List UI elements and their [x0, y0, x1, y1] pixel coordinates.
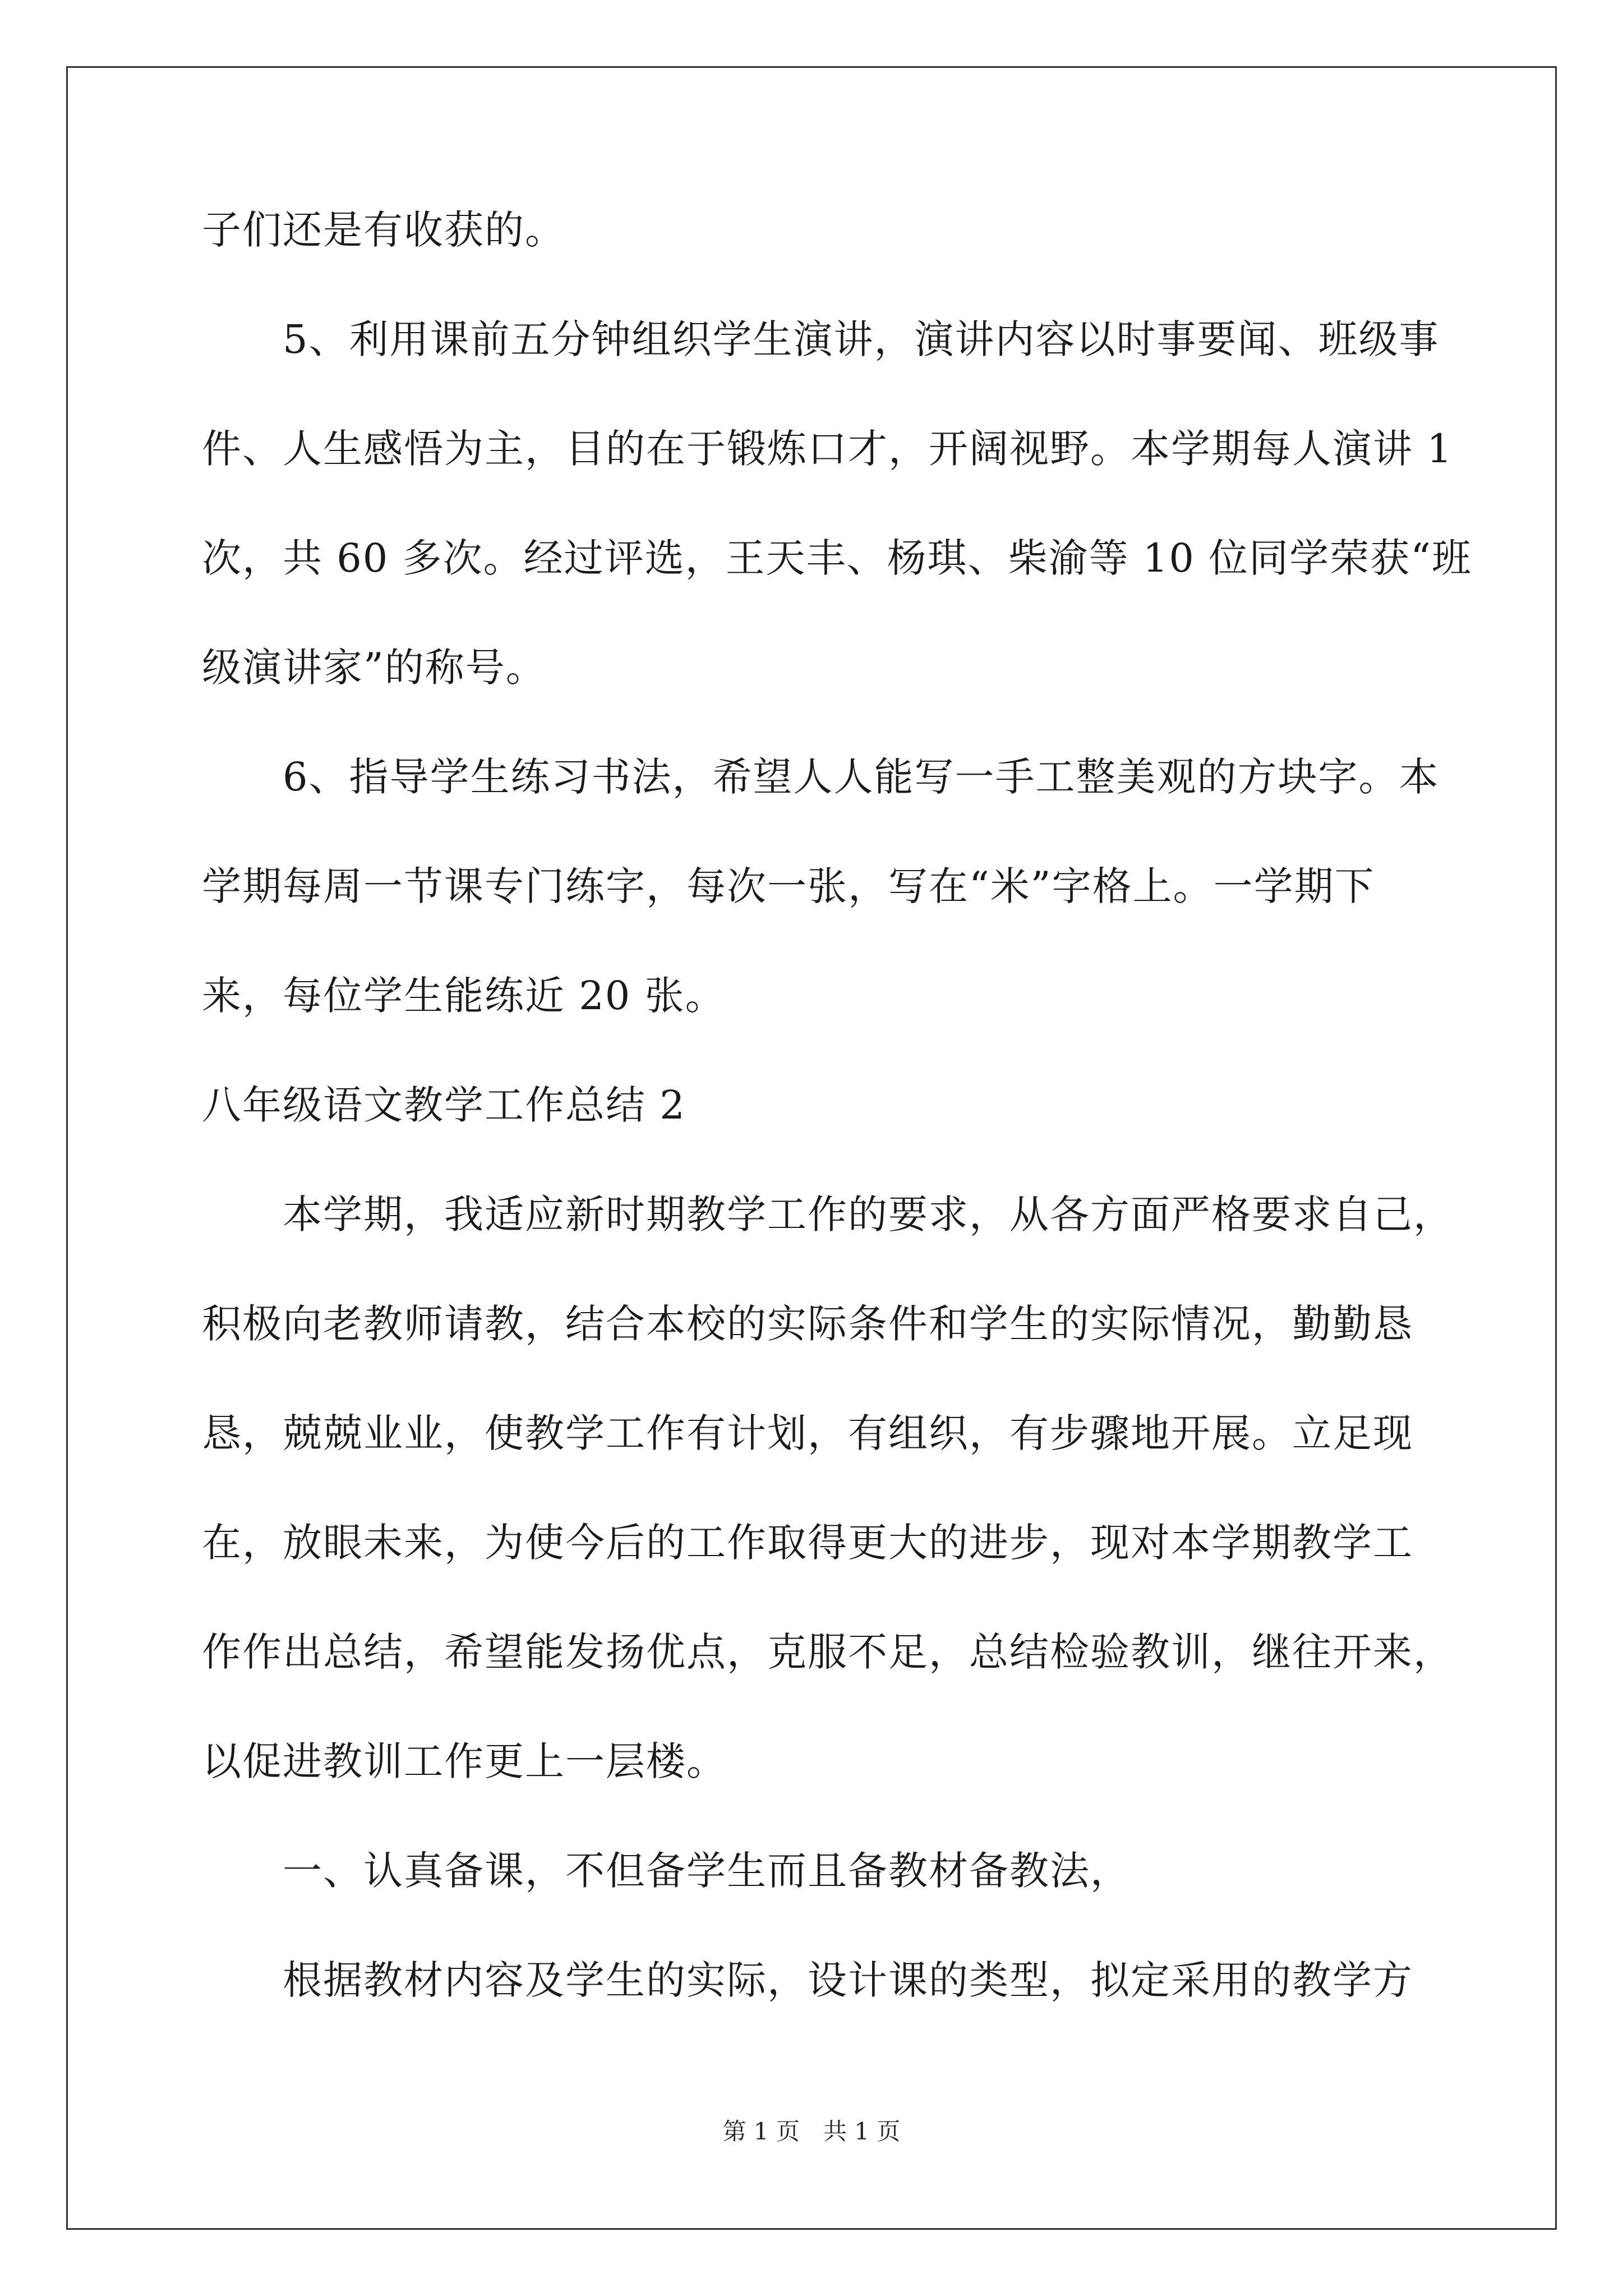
text-line: 6、指导学生练习书法，希望人人能写一手工整美观的方块字。本: [202, 754, 1440, 800]
text-line: 积极向老教师请教，结合本校的实际条件和学生的实际情况，勤勤恳: [202, 1301, 1413, 1347]
text-line: 子们还是有收获的。: [202, 207, 565, 253]
section-heading: 八年级语文教学工作总结 2: [202, 1082, 686, 1128]
text-line: 学期每周一节课专门练字，每次一张，写在“米”字格上。一学期下: [202, 863, 1375, 909]
text-line: 来，每位学生能练近 20 张。: [202, 973, 726, 1019]
text-line: 根据教材内容及学生的实际，设计课的类型，拟定采用的教学方: [202, 1957, 1413, 2003]
text-line: 级演讲家”的称号。: [202, 645, 546, 691]
text-line: 作作出总结，希望能发扬优点，克服不足，总结检验教训，继往开来，: [202, 1629, 1454, 1675]
text-line: 以促进教训工作更上一层楼。: [202, 1738, 727, 1784]
text-line: 恳，兢兢业业，使教学工作有计划，有组织，有步骤地开展。立足现: [202, 1410, 1413, 1456]
text-line: 件、人生感悟为主，目的在于锻炼口才，开阔视野。本学期每人演讲 1: [202, 426, 1453, 472]
text-line: 5、利用课前五分钟组织学生演讲，演讲内容以时事要闻、班级事: [202, 316, 1440, 362]
text-line: 次，共 60 多次。经过评选，王天丰、杨琪、柴渝等 10 位同学荣获“班: [202, 535, 1472, 581]
page-number: 第 1 页 共 1 页: [722, 2118, 901, 2145]
page-border: [66, 66, 1557, 2230]
text-line: 一、认真备课，不但备学生而且备教材备教法，: [202, 1848, 1131, 1894]
text-line: 本学期，我适应新时期教学工作的要求，从各方面严格要求自己，: [202, 1191, 1454, 1237]
text-line: 在，放眼未来，为使今后的工作取得更大的进步，现对本学期教学工: [202, 1520, 1413, 1566]
